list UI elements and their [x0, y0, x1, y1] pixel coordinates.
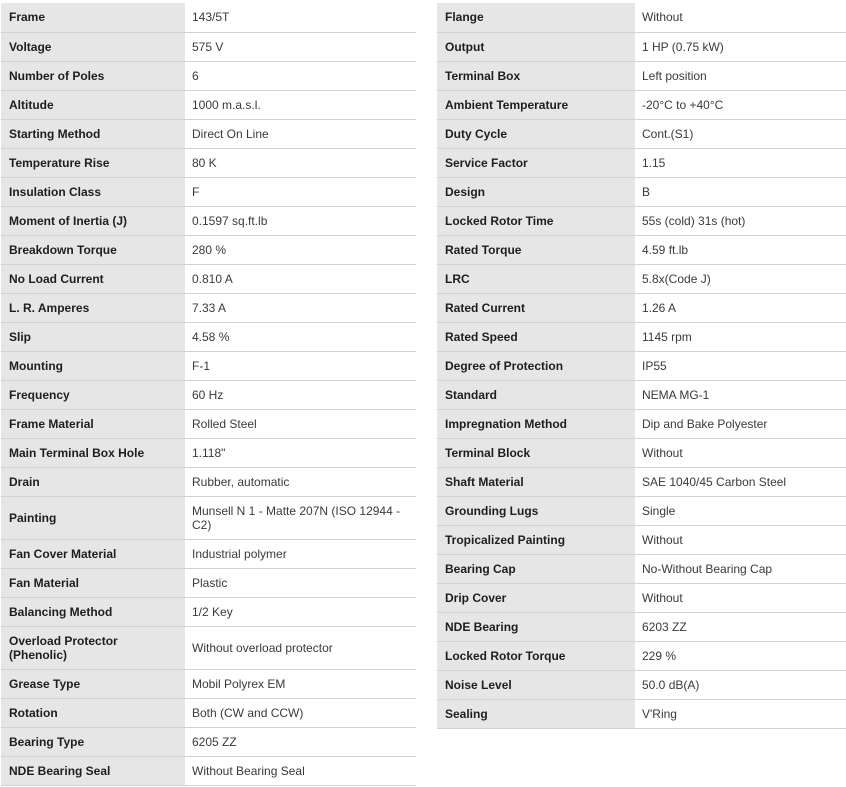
spec-table-right-body — [437, 3, 846, 728]
spec-value: V'Ring — [635, 699, 846, 728]
spec-value: Without — [635, 3, 846, 32]
spec-value: F — [185, 177, 416, 206]
spec-row — [1, 727, 416, 756]
spec-value: Rubber, automatic — [185, 467, 416, 496]
spec-label: NDE Bearing Seal — [1, 756, 185, 785]
spec-value: 0.810 A — [185, 264, 416, 293]
spec-label: Altitude — [1, 90, 185, 119]
spec-label: Fan Cover Material — [1, 539, 185, 568]
spec-row — [437, 264, 846, 293]
spec-label: Duty Cycle — [437, 119, 635, 148]
spec-label: Service Factor — [437, 148, 635, 177]
spec-label: Rated Torque — [437, 235, 635, 264]
spec-label: Grounding Lugs — [437, 496, 635, 525]
spec-value: 80 K — [185, 148, 416, 177]
spec-row — [1, 235, 416, 264]
spec-row — [1, 322, 416, 351]
spec-row — [437, 61, 846, 90]
spec-row — [1, 597, 416, 626]
spec-label: Design — [437, 177, 635, 206]
spec-value: 60 Hz — [185, 380, 416, 409]
spec-value: 1.118" — [185, 438, 416, 467]
spec-label: Noise Level — [437, 670, 635, 699]
spec-row — [437, 467, 846, 496]
spec-row — [437, 496, 846, 525]
spec-value: Dip and Bake Polyester — [635, 409, 846, 438]
spec-table-left-body — [1, 3, 416, 785]
spec-row — [1, 61, 416, 90]
spec-label: Slip — [1, 322, 185, 351]
spec-row — [437, 583, 846, 612]
spec-value: 55s (cold) 31s (hot) — [635, 206, 846, 235]
spec-row — [1, 756, 416, 785]
spec-value: 1145 rpm — [635, 322, 846, 351]
spec-row — [1, 539, 416, 568]
spec-value: 4.58 % — [185, 322, 416, 351]
spec-row — [437, 438, 846, 467]
spec-label: Impregnation Method — [437, 409, 635, 438]
spec-row — [1, 3, 416, 32]
spec-row — [437, 119, 846, 148]
spec-label: Painting — [1, 496, 185, 539]
spec-value: Industrial polymer — [185, 539, 416, 568]
spec-label: Sealing — [437, 699, 635, 728]
spec-value: 4.59 ft.lb — [635, 235, 846, 264]
spec-label: NDE Bearing — [437, 612, 635, 641]
spec-value: -20°C to +40°C — [635, 90, 846, 119]
spec-label: No Load Current — [1, 264, 185, 293]
spec-label: Rated Current — [437, 293, 635, 322]
spec-label: Overload Protector (Phenolic) — [1, 626, 185, 669]
spec-label: Main Terminal Box Hole — [1, 438, 185, 467]
spec-label: Insulation Class — [1, 177, 185, 206]
spec-table-right — [437, 3, 846, 729]
spec-row — [1, 32, 416, 61]
spec-row — [1, 626, 416, 669]
spec-row — [437, 641, 846, 670]
spec-row — [1, 264, 416, 293]
spec-label: Terminal Block — [437, 438, 635, 467]
spec-label: Bearing Type — [1, 727, 185, 756]
spec-value: 229 % — [635, 641, 846, 670]
spec-label: Starting Method — [1, 119, 185, 148]
spec-value: 1 HP (0.75 kW) — [635, 32, 846, 61]
spec-row — [437, 409, 846, 438]
spec-value: IP55 — [635, 351, 846, 380]
spec-label: L. R. Amperes — [1, 293, 185, 322]
spec-row — [1, 467, 416, 496]
spec-row — [1, 177, 416, 206]
spec-row — [1, 698, 416, 727]
spec-row — [437, 351, 846, 380]
spec-row — [437, 670, 846, 699]
spec-label: Mounting — [1, 351, 185, 380]
spec-row — [437, 206, 846, 235]
spec-row — [1, 409, 416, 438]
spec-label: Drip Cover — [437, 583, 635, 612]
spec-value: Rolled Steel — [185, 409, 416, 438]
spec-row — [437, 235, 846, 264]
spec-value: 575 V — [185, 32, 416, 61]
spec-label: Locked Rotor Torque — [437, 641, 635, 670]
spec-value: 280 % — [185, 235, 416, 264]
spec-row — [437, 554, 846, 583]
spec-row — [1, 568, 416, 597]
spec-row — [1, 496, 416, 539]
spec-label: Number of Poles — [1, 61, 185, 90]
spec-label: Locked Rotor Time — [437, 206, 635, 235]
spec-value: 6205 ZZ — [185, 727, 416, 756]
spec-value: 1.26 A — [635, 293, 846, 322]
spec-row — [437, 293, 846, 322]
spec-value: 7.33 A — [185, 293, 416, 322]
spec-label: Fan Material — [1, 568, 185, 597]
spec-value: Without Bearing Seal — [185, 756, 416, 785]
spec-label: Flange — [437, 3, 635, 32]
spec-label: Moment of Inertia (J) — [1, 206, 185, 235]
spec-row — [1, 119, 416, 148]
spec-label: Voltage — [1, 32, 185, 61]
spec-value: Single — [635, 496, 846, 525]
spec-row — [437, 148, 846, 177]
spec-value: 6203 ZZ — [635, 612, 846, 641]
spec-row — [437, 3, 846, 32]
spec-label: Frame — [1, 3, 185, 32]
spec-value: 6 — [185, 61, 416, 90]
spec-row — [1, 206, 416, 235]
spec-row — [437, 380, 846, 409]
spec-row — [1, 90, 416, 119]
spec-label: Frame Material — [1, 409, 185, 438]
spec-row — [437, 525, 846, 554]
spec-label: Breakdown Torque — [1, 235, 185, 264]
spec-value: F-1 — [185, 351, 416, 380]
spec-value: Without — [635, 525, 846, 554]
spec-value: 1.15 — [635, 148, 846, 177]
spec-value: 143/5T — [185, 3, 416, 32]
spec-label: Rotation — [1, 698, 185, 727]
spec-label: Terminal Box — [437, 61, 635, 90]
spec-value: Plastic — [185, 568, 416, 597]
spec-value: 5.8x(Code J) — [635, 264, 846, 293]
spec-value: 50.0 dB(A) — [635, 670, 846, 699]
spec-value: NEMA MG-1 — [635, 380, 846, 409]
spec-label: Temperature Rise — [1, 148, 185, 177]
spec-row — [437, 177, 846, 206]
spec-row — [1, 380, 416, 409]
spec-label: Frequency — [1, 380, 185, 409]
spec-label: LRC — [437, 264, 635, 293]
spec-row — [437, 90, 846, 119]
spec-value: Mobil Polyrex EM — [185, 669, 416, 698]
spec-label: Ambient Temperature — [437, 90, 635, 119]
spec-row — [1, 293, 416, 322]
spec-label: Standard — [437, 380, 635, 409]
spec-row — [437, 612, 846, 641]
spec-label: Output — [437, 32, 635, 61]
spec-value: Without overload protector — [185, 626, 416, 669]
spec-value: 0.1597 sq.ft.lb — [185, 206, 416, 235]
spec-label: Grease Type — [1, 669, 185, 698]
spec-row — [437, 322, 846, 351]
spec-label: Shaft Material — [437, 467, 635, 496]
spec-label: Rated Speed — [437, 322, 635, 351]
spec-label: Drain — [1, 467, 185, 496]
spec-value: 1/2 Key — [185, 597, 416, 626]
spec-value: Both (CW and CCW) — [185, 698, 416, 727]
spec-row — [1, 669, 416, 698]
spec-value: Without — [635, 583, 846, 612]
spec-value: B — [635, 177, 846, 206]
spec-value: Munsell N 1 - Matte 207N (ISO 12944 - C2) — [185, 496, 416, 539]
spec-label: Degree of Protection — [437, 351, 635, 380]
spec-value: Left position — [635, 61, 846, 90]
spec-table-left — [1, 3, 416, 786]
spec-value: 1000 m.a.s.l. — [185, 90, 416, 119]
spec-row — [1, 438, 416, 467]
spec-row — [437, 699, 846, 728]
spec-label: Tropicalized Painting — [437, 525, 635, 554]
spec-value: Direct On Line — [185, 119, 416, 148]
spec-row — [437, 32, 846, 61]
spec-value: SAE 1040/45 Carbon Steel — [635, 467, 846, 496]
spec-label: Bearing Cap — [437, 554, 635, 583]
spec-value: No-Without Bearing Cap — [635, 554, 846, 583]
spec-row — [1, 148, 416, 177]
spec-value: Without — [635, 438, 846, 467]
spec-label: Balancing Method — [1, 597, 185, 626]
spec-value: Cont.(S1) — [635, 119, 846, 148]
spec-row — [1, 351, 416, 380]
